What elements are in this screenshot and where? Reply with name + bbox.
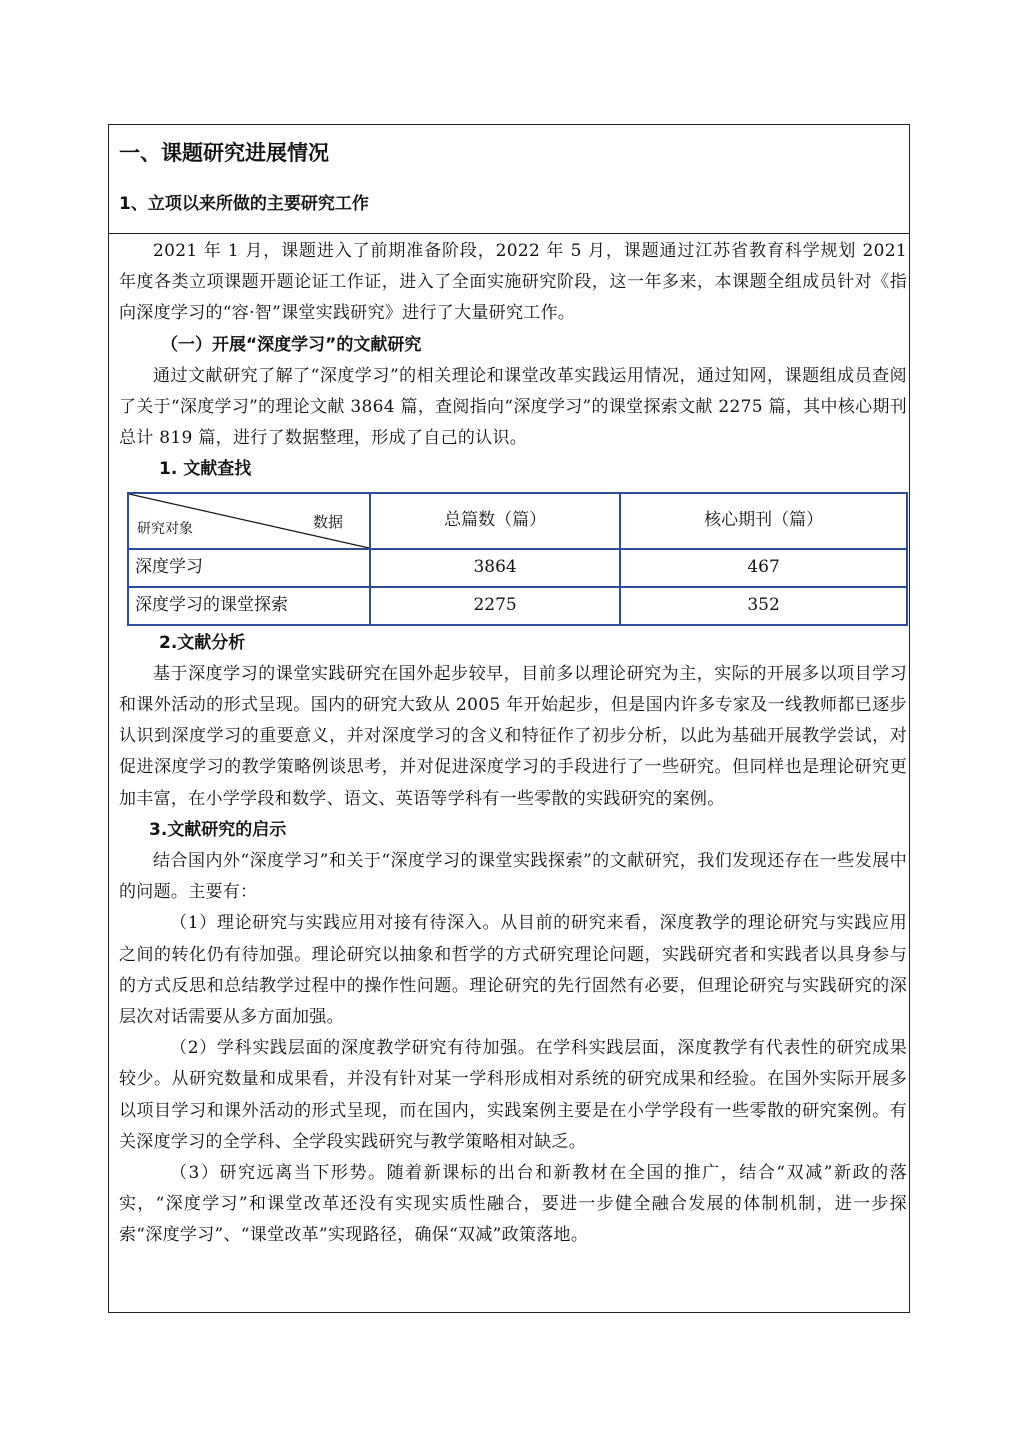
- row-core: 352: [620, 587, 907, 625]
- section-header: [109, 125, 909, 234]
- report-frame: [108, 124, 910, 1313]
- subsection-title: 1、立项以来所做的主要研究工作: [119, 194, 369, 214]
- section-title: 一、课题研究进展情况: [119, 141, 329, 165]
- point2-paragraph: （2）学科实践层面的深度教学研究有待加强。在学科实践层面，深度教学有代表性的研究成果较少。从研究数量和成果看，并没有针对某一学科形成相对系统的研究成果和经验。在国外实际开展多以项目学习和课外活动的形式呈现，而在国内，实践案例主要是在小学学段有一些零散的研究案例。有关深度学习的全学科、全学段实践研究与教学策略相对缺乏。: [119, 1038, 907, 1152]
- item3-paragraph: 结合国内外“深度学习”和关于“深度学习的课堂实践探索”的文献研究，我们发现还存在一些发展中的问题。主要有：: [119, 851, 907, 903]
- column-header-total: 总篇数（篇）: [370, 493, 620, 549]
- part1-heading: （一）开展“深度学习”的文献研究: [161, 334, 422, 355]
- item2-paragraph: 基于深度学习的课堂实践研究在国外起步较早，目前多以理论研究为主，实际的开展多以项目学习和课外活动的形式呈现。国内的研究大致从 2005 年开始起步，但是国内许多专家及一线教师都已逐步认识到深度学习的重要意义，并对深度学习的含义和特征作了初步分析，以此为基础开展教学尝试，对促进深度学习的教学策略例谈思考，并对促进深度学习的手段进行了一些研究。但同样也是理论研究更加丰富，在小学学段和数学、语文、英语等学科有一些零散的实践研究的案例。: [119, 663, 907, 809]
- corner-bottom-label: 研究对象: [137, 521, 193, 538]
- table-header-row: [128, 493, 907, 549]
- literature-table: [127, 492, 908, 626]
- item3-heading: 3.文献研究的启示: [149, 819, 287, 840]
- intro-paragraph: 2021 年 1 月，课题进入了前期准备阶段，2022 年 5 月，课题通过江苏省教育科学规划 2021 年度各类立项课题开题论证工作证，进入了全面实施研究阶段，这一年多来，本课题全组成员针对《指向深度学习的“容·智”课堂实践研究》进行了大量研究工作。: [119, 241, 907, 324]
- row-label: 深度学习: [128, 549, 370, 587]
- report-body: [109, 234, 909, 1252]
- point3-paragraph: （3）研究远离当下形势。随着新课标的出台和新教材在全国的推广，结合“双减”新政的落实，“深度学习”和课堂改革还没有实现实质性融合，要进一步健全融合发展的体制机制，进一步探索“深度学习”、“课堂改革”实现路径，确保“双减”政策落地。: [119, 1163, 907, 1246]
- item1-heading: 1. 文献查找: [159, 459, 252, 480]
- corner-top-label: 数据: [312, 512, 343, 531]
- table-row: [128, 549, 907, 587]
- point1-paragraph: （1）理论研究与实践应用对接有待深入。从目前的研究来看，深度教学的理论研究与实践应用之间的转化仍有待加强。理论研究以抽象和哲学的方式研究理论问题，实践研究者和实践者以具身参与的方式反思和总结教学过程中的操作性问题。理论研究的先行固然有必要，但理论研究与实践研究的深层次对话需要从多方面加强。: [119, 913, 907, 1028]
- item2-heading: 2.文献分析: [159, 632, 246, 653]
- table-corner-cell: [128, 493, 370, 549]
- row-total: 2275: [370, 587, 620, 625]
- row-core: 467: [620, 549, 907, 587]
- table-row: [128, 587, 907, 625]
- column-header-core: 核心期刊（篇）: [620, 493, 907, 549]
- row-label: 深度学习的课堂探索: [128, 587, 370, 625]
- row-total: 3864: [370, 549, 620, 587]
- part1-paragraph: 通过文献研究了解了“深度学习”的相关理论和课堂改革实践运用情况，通过知网，课题组成员查阅了关于“深度学习”的理论文献 3864 篇，查阅指向“深度学习”的课堂探索文献 2275 篇，其中核心期刊总计 819 篇，进行了数据整理，形成了自己的认识。: [119, 365, 907, 449]
